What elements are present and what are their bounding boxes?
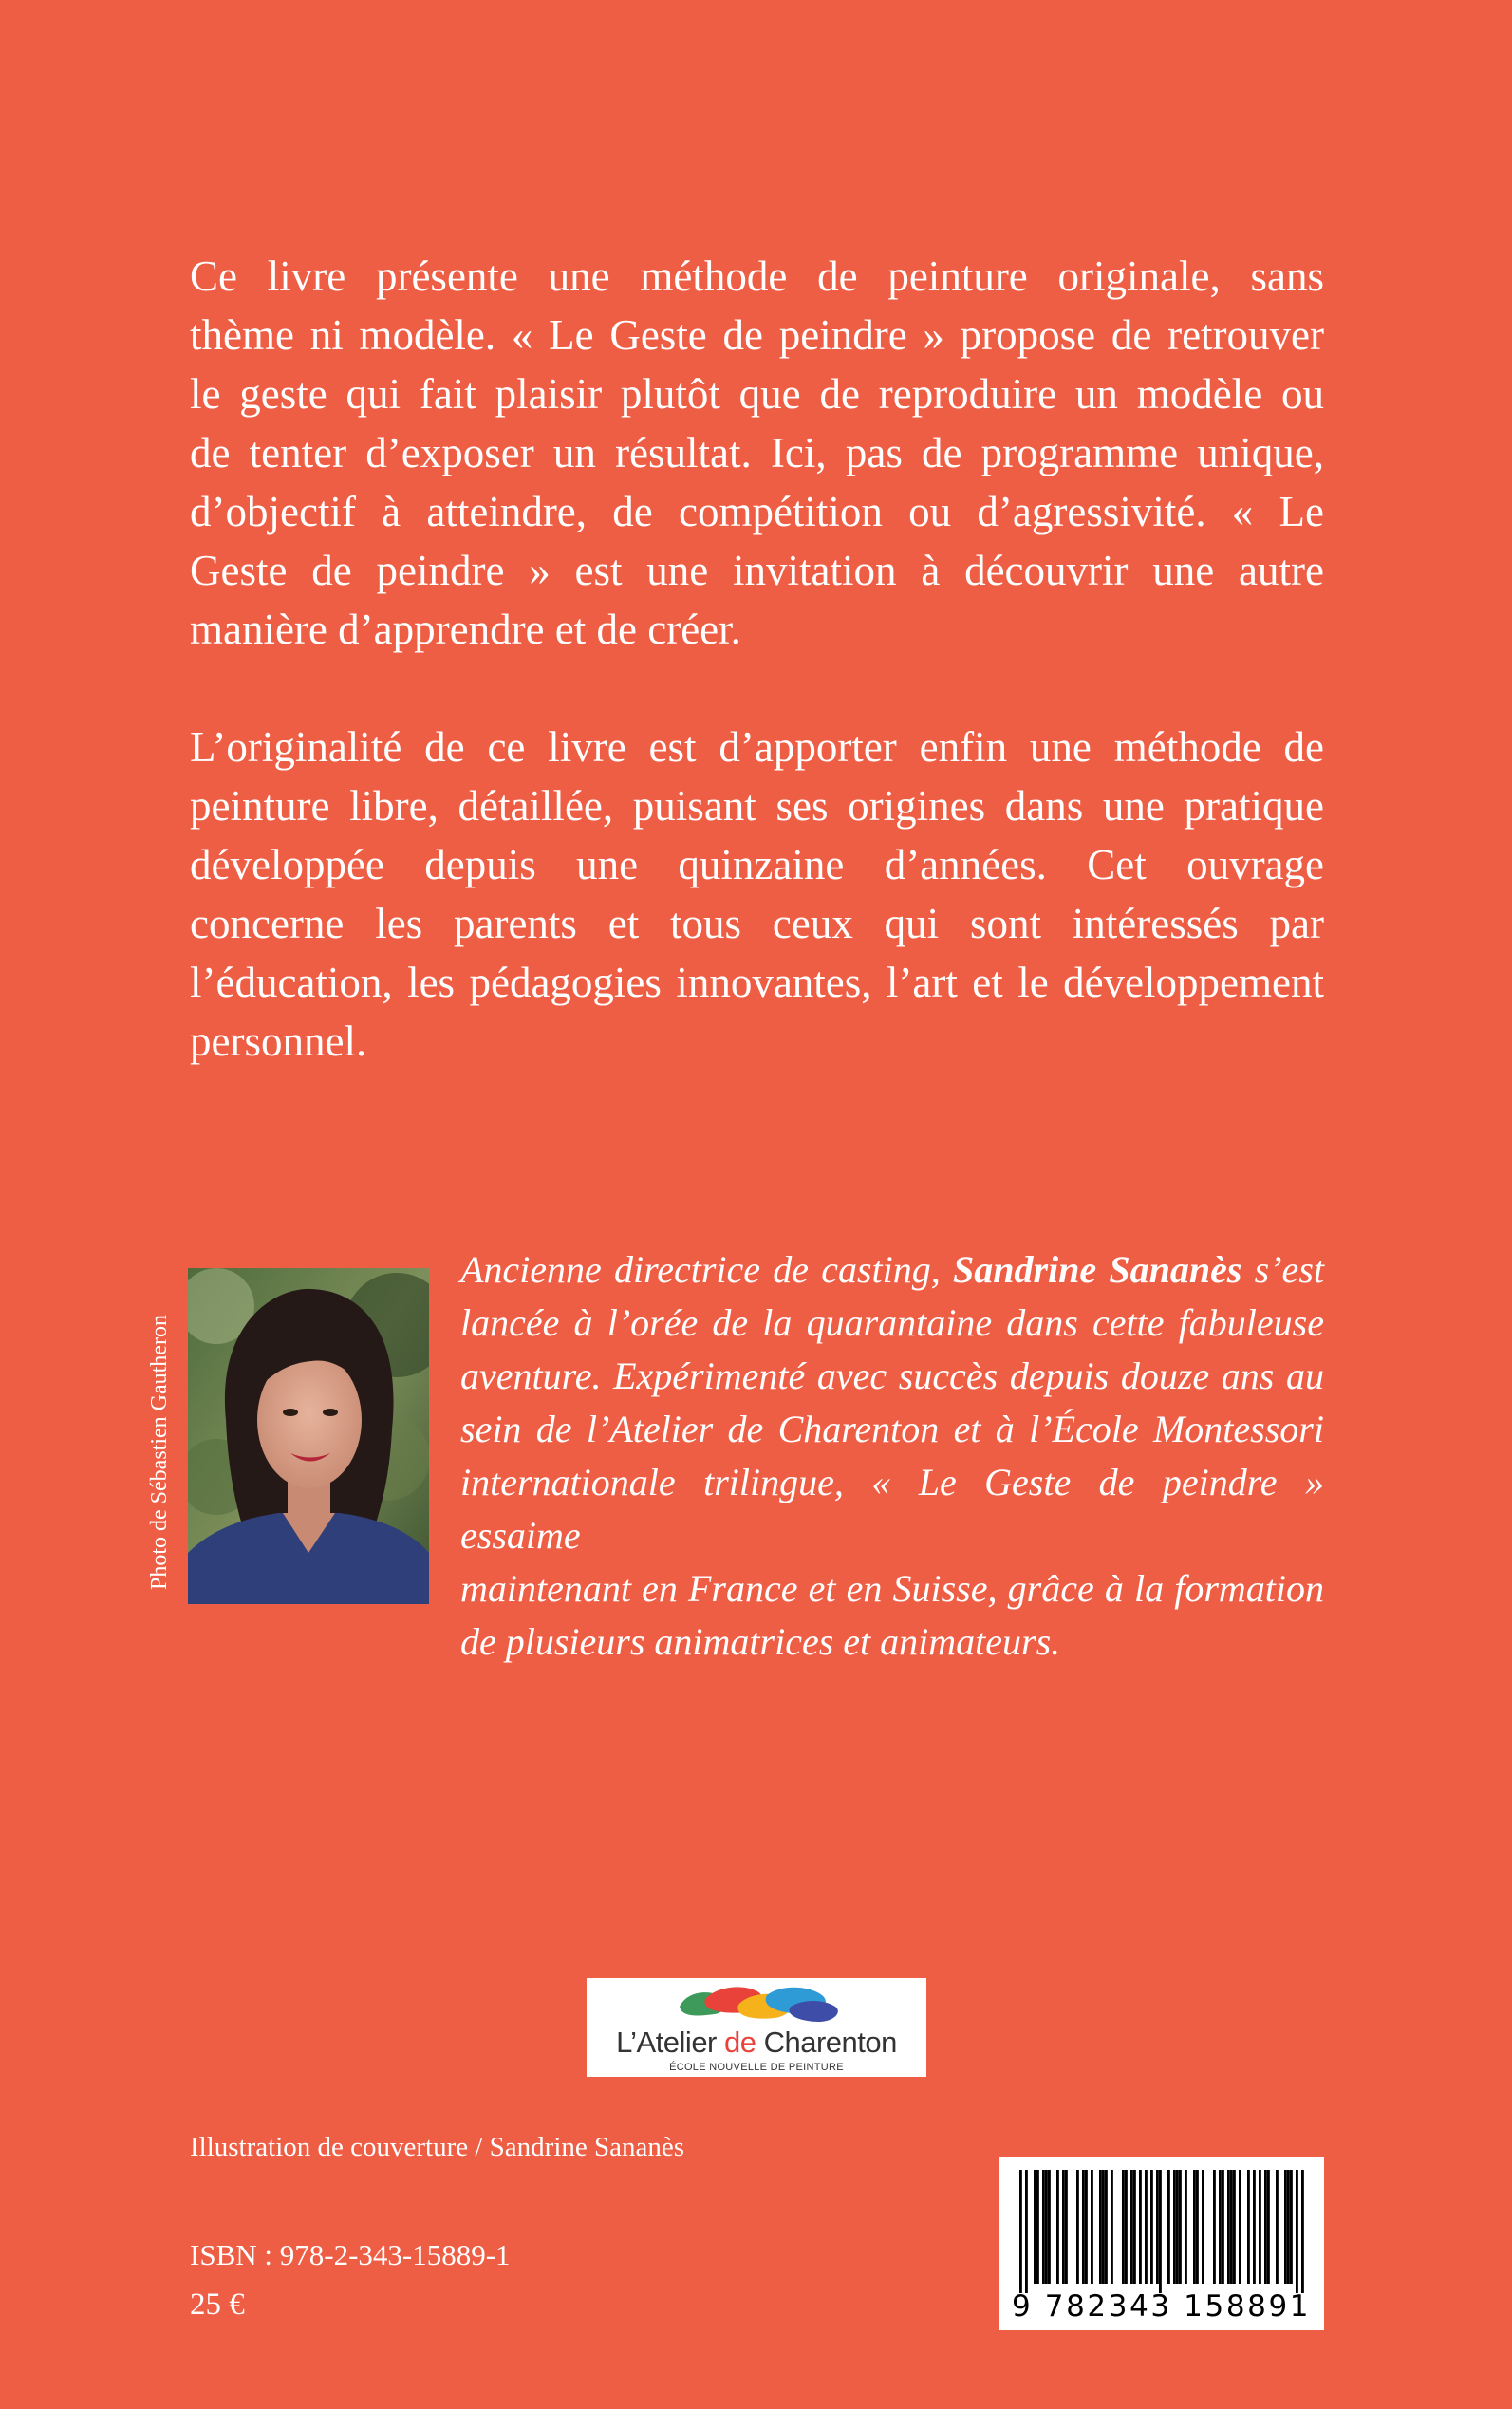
bio-line: internationale trilingue, « Le Geste de peindre » essaime (460, 1461, 1324, 1557)
barcode-bar (1267, 2170, 1270, 2284)
barcode-bar (1259, 2170, 1261, 2284)
barcode-bar (1091, 2170, 1093, 2284)
logo-name-part: L’Atelier (616, 2026, 724, 2059)
author-photo (188, 1268, 429, 1604)
publisher-logo (587, 1978, 926, 2077)
barcode-bar (1227, 2170, 1230, 2284)
text-line: d’objectif à atteindre, de compétition ou d’agressivité. « Le (190, 488, 1324, 535)
barcode-bar (1062, 2170, 1065, 2284)
barcode-bar (1125, 2170, 1128, 2284)
bio-line: lancée à l’orée de la quarantaine dans cette fabuleuse (460, 1301, 1324, 1344)
text-line: peinture libre, détaillée, puisant ses origines dans une pratique (190, 782, 1324, 830)
barcode-bar (1264, 2170, 1267, 2284)
bio-line: maintenant en France et en Suisse, grâce à la formation (460, 1567, 1324, 1610)
bio-intro: Ancienne directrice de casting, (460, 1248, 953, 1291)
barcode-bar (1145, 2170, 1148, 2284)
barcode-bar (1076, 2170, 1079, 2284)
barcode-bar (1082, 2170, 1085, 2284)
text-line: Ce livre présente une méthode de peinture originale, sans (190, 252, 1324, 300)
text-line: l’éducation, les pédagogies innovantes, l’art et le développement (190, 959, 1324, 1006)
barcode-bar (1102, 2170, 1105, 2284)
text-line: concerne les parents et tous ceux qui sont intéressés par (190, 900, 1324, 947)
barcode-bar (1048, 2170, 1051, 2284)
barcode-bar (1287, 2170, 1290, 2284)
barcode-bar (1213, 2170, 1216, 2284)
text-line: thème ni modèle. « Le Geste de peindre » propose de retrouver (190, 311, 1324, 359)
text-line: le geste qui fait plaisir plutôt que de reproduire un modèle ou (190, 370, 1324, 418)
barcode-bar (1222, 2170, 1224, 2284)
barcode-bar (1036, 2170, 1039, 2284)
barcode-bar (1065, 2170, 1068, 2284)
bio-line: sein de l’Atelier de Charenton et à l’École Montessori (460, 1408, 1324, 1450)
bio-line: aventure. Expérimenté avec succès depuis douze ans au (460, 1354, 1324, 1397)
logo-name-part: Charenton (763, 2026, 897, 2059)
text-line: manière d’apprendre et de créer. (190, 606, 741, 653)
barcode-bar (1185, 2170, 1187, 2284)
isbn: ISBN : 978-2-343-15889-1 (190, 2238, 511, 2271)
barcode-bar (1034, 2170, 1036, 2284)
barcode-bar (1156, 2170, 1159, 2284)
barcode-digits: 9 782343 158891 (1012, 2289, 1312, 2324)
barcode-bar (1301, 2170, 1304, 2293)
photo-credit: Photo de Sébastien Gautheron (147, 1315, 172, 1590)
barcode-bar (1085, 2170, 1088, 2284)
logo-name (594, 2026, 919, 2060)
barcode-bar (1150, 2170, 1153, 2284)
barcode-bar (1193, 2170, 1196, 2284)
barcode-bar (1130, 2170, 1133, 2284)
logo-subtitle: ÉCOLE NOUVELLE DE PEINTURE (669, 2062, 844, 2073)
barcode-bar (1133, 2170, 1136, 2284)
barcode-bar (1139, 2170, 1142, 2284)
description-paragraph-1 (190, 247, 1324, 659)
barcode-bar (1122, 2170, 1125, 2284)
description-paragraph-2 (190, 718, 1324, 1071)
barcode-bar (1276, 2170, 1279, 2284)
barcode-bar (1179, 2170, 1182, 2284)
barcode-bar (1042, 2170, 1045, 2284)
barcode-bar (1296, 2170, 1298, 2293)
text-line: Geste de peindre » est une invitation à découvrir une autre (190, 547, 1324, 594)
barcode-bar (1290, 2170, 1293, 2284)
barcode (999, 2157, 1324, 2330)
barcode-bar (1219, 2170, 1222, 2284)
price: 25 € (190, 2288, 245, 2322)
barcode-bar (1056, 2170, 1059, 2284)
barcode-bar (1105, 2170, 1108, 2284)
barcode-bar (1045, 2170, 1048, 2284)
barcode-bar (1176, 2170, 1179, 2284)
barcode-bar (1173, 2170, 1176, 2284)
barcode-bar (1167, 2170, 1170, 2284)
barcode-bar (1253, 2170, 1256, 2284)
text-line: L’originalité de ce livre est d’apporter enfin une méthode de (190, 723, 1324, 771)
barcode-bar (1230, 2170, 1233, 2284)
barcode-bar (1159, 2170, 1162, 2293)
barcode-bar (1196, 2170, 1199, 2284)
barcode-bar (1247, 2170, 1250, 2284)
illustration-credit: Illustration de couverture / Sandrine Sananès (190, 2132, 685, 2162)
author-name: Sandrine Sananès (953, 1248, 1242, 1291)
barcode-bar (1025, 2170, 1028, 2293)
author-bio (460, 1243, 1324, 1669)
logo-name-part: de (724, 2026, 764, 2059)
text-line: développée depuis une quinzaine d’années. Cet ouvrage (190, 841, 1324, 888)
barcode-bar (1284, 2170, 1287, 2284)
barcode-bar (1099, 2170, 1102, 2284)
text-line: de tenter d’exposer un résultat. Ici, pas de programme unique, (190, 429, 1324, 476)
barcode-bar (1233, 2170, 1236, 2284)
text-line: personnel. (190, 1018, 367, 1065)
bio-line (460, 1243, 1324, 1297)
barcode-bar (1111, 2170, 1113, 2284)
bio-intro-end: s’est (1241, 1248, 1324, 1291)
barcode-bar (1239, 2170, 1241, 2284)
bio-line: de plusieurs animatrices et animateurs. (460, 1620, 1061, 1663)
barcode-bar (1202, 2170, 1204, 2284)
barcode-bar (1019, 2170, 1022, 2293)
